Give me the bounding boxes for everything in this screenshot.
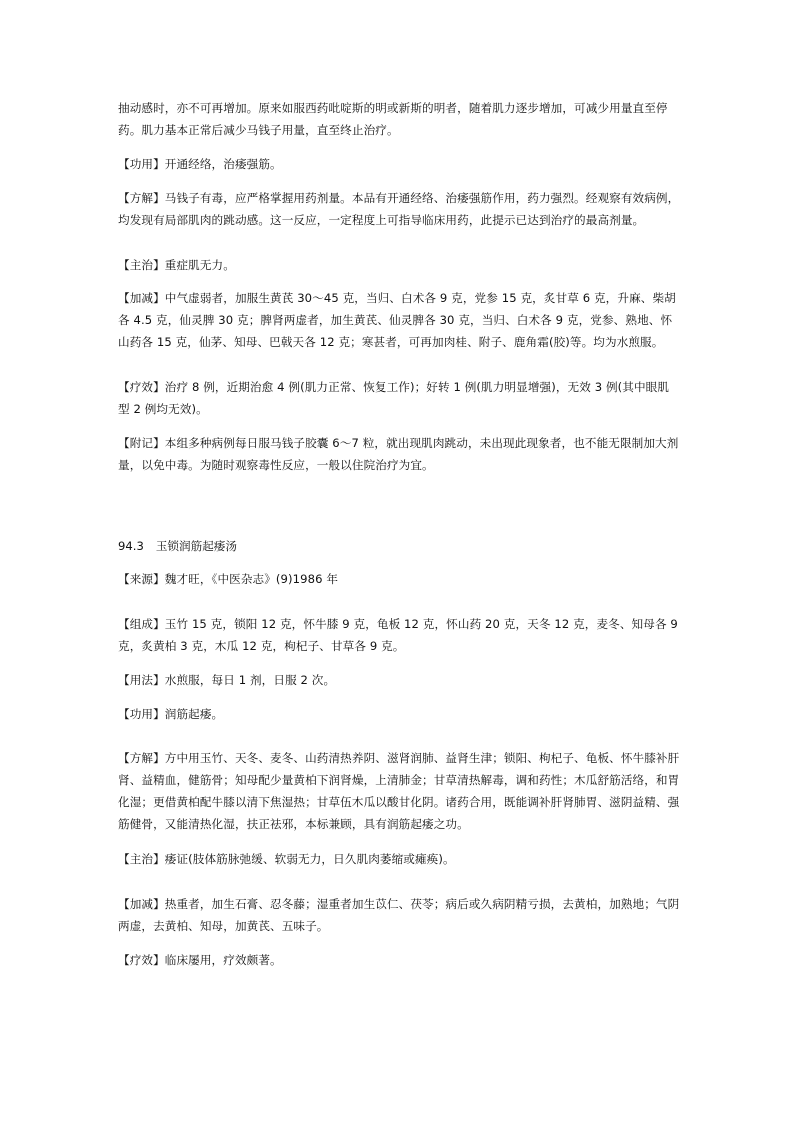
- paragraph-modification: 【加减】中气虚弱者，加服生黄芪 30～45 克，当归、白术各 9 克，党参 15 克，炙甘草 6 克，升麻、柴胡各 4.5 克，仙灵脾 30 克；脾肾两虚者，加生黄芪、仙灵脾各 30 克，当归、白术各 9 克，党参、熟地、怀山药各 15 克，仙茅、知母、巴戟天各 12 克；寒甚者，可再加肉桂、附子、鹿角霜(胶)等。均为水煎服。: [118, 291, 676, 349]
- paragraph-composition: 【组成】玉竹 15 克，锁阳 12 克，怀牛膝 9 克，龟板 12 克，怀山药 20 克，天冬 12 克，麦冬、知母各 9 克，炙黄柏 3 克，木瓜 12 克，枸杞子、甘草各 9 克。: [118, 617, 678, 653]
- paragraph-appendix: 【附记】本组多种病例每日服马钱子胶囊 6～7 粒，就出现肌肉跳动，未出现此现象者，也不能无限制加大剂量，以免中毒。为随时观察毒性反应，一般以住院治疗为宜。: [118, 436, 679, 472]
- paragraph-indication: 【主治】重症肌无力。: [118, 258, 235, 272]
- paragraph-function: 【功用】开通经络，治痿强筋。: [118, 157, 282, 171]
- paragraph-dosage-note: 抽动感时，亦不可再增加。原来如服西药吡啶斯的明或新斯的明者，随着肌力逐步增加，可减少用量直至停药。肌力基本正常后减少马钱子用量，直至终止治疗。: [118, 101, 668, 137]
- section-number: 94.3: [118, 539, 144, 553]
- paragraph-indication-2: 【主治】痿证(肢体筋脉弛缓、软弱无力，日久肌肉萎缩或瘫痪)。: [118, 852, 455, 866]
- section-heading: [118, 535, 680, 557]
- paragraph-efficacy: 【疗效】治疗 8 例，近期治愈 4 例(肌力正常、恢复工作)；好转 1 例(肌力明显增强)，无效 3 例(其中眼肌型 2 例均无效)。: [118, 380, 670, 416]
- paragraph-usage: 【用法】水煎服，每日 1 剂，日服 2 次。: [118, 673, 336, 687]
- section-title: 玉锁润筋起痿汤: [155, 539, 237, 553]
- paragraph-function-2: 【功用】润筋起痿。: [118, 707, 224, 721]
- paragraph-modification-2: 【加减】热重者，加生石膏、忍冬藤；湿重者加生苡仁、茯苓；病后或久病阴精亏损，去黄柏，加熟地；气阴两虚，去黄柏、知母，加黄芪、五味子。: [118, 897, 680, 933]
- paragraph-efficacy-2: 【疗效】临床屡用，疗效颇著。: [118, 953, 282, 967]
- paragraph-formula-explanation: 【方解】马钱子有毒，应严格掌握用药剂量。本品有开通经络、治痿强筋作用，药力强烈。经观察有效病例，均发现有局部肌肉的跳动感。这一反应，一定程度上可指导临床用药，此提示已达到治疗的最高剂量。: [118, 191, 680, 227]
- paragraph-formula-explanation-2: 【方解】方中用玉竹、天冬、麦冬、山药清热养阴、滋肾润肺、益肾生津；锁阳、枸杞子、龟板、怀牛膝补肝肾、益精血，健筋骨；知母配少量黄柏下润肾燥，上清肺金；甘草清热解毒，调和药性；木瓜舒筋活络，和胃化湿；更借黄柏配牛膝以清下焦湿热；甘草伍木瓜以酸甘化阴。诸药合用，既能调补肝肾肺胃、滋阴益精、强筋健骨，又能清热化湿，扶正祛邪，本标兼顾，具有润筋起痿之功。: [118, 751, 680, 831]
- paragraph-source: 【来源】魏才旺，《中医杂志》(9)1986 年: [118, 572, 339, 586]
